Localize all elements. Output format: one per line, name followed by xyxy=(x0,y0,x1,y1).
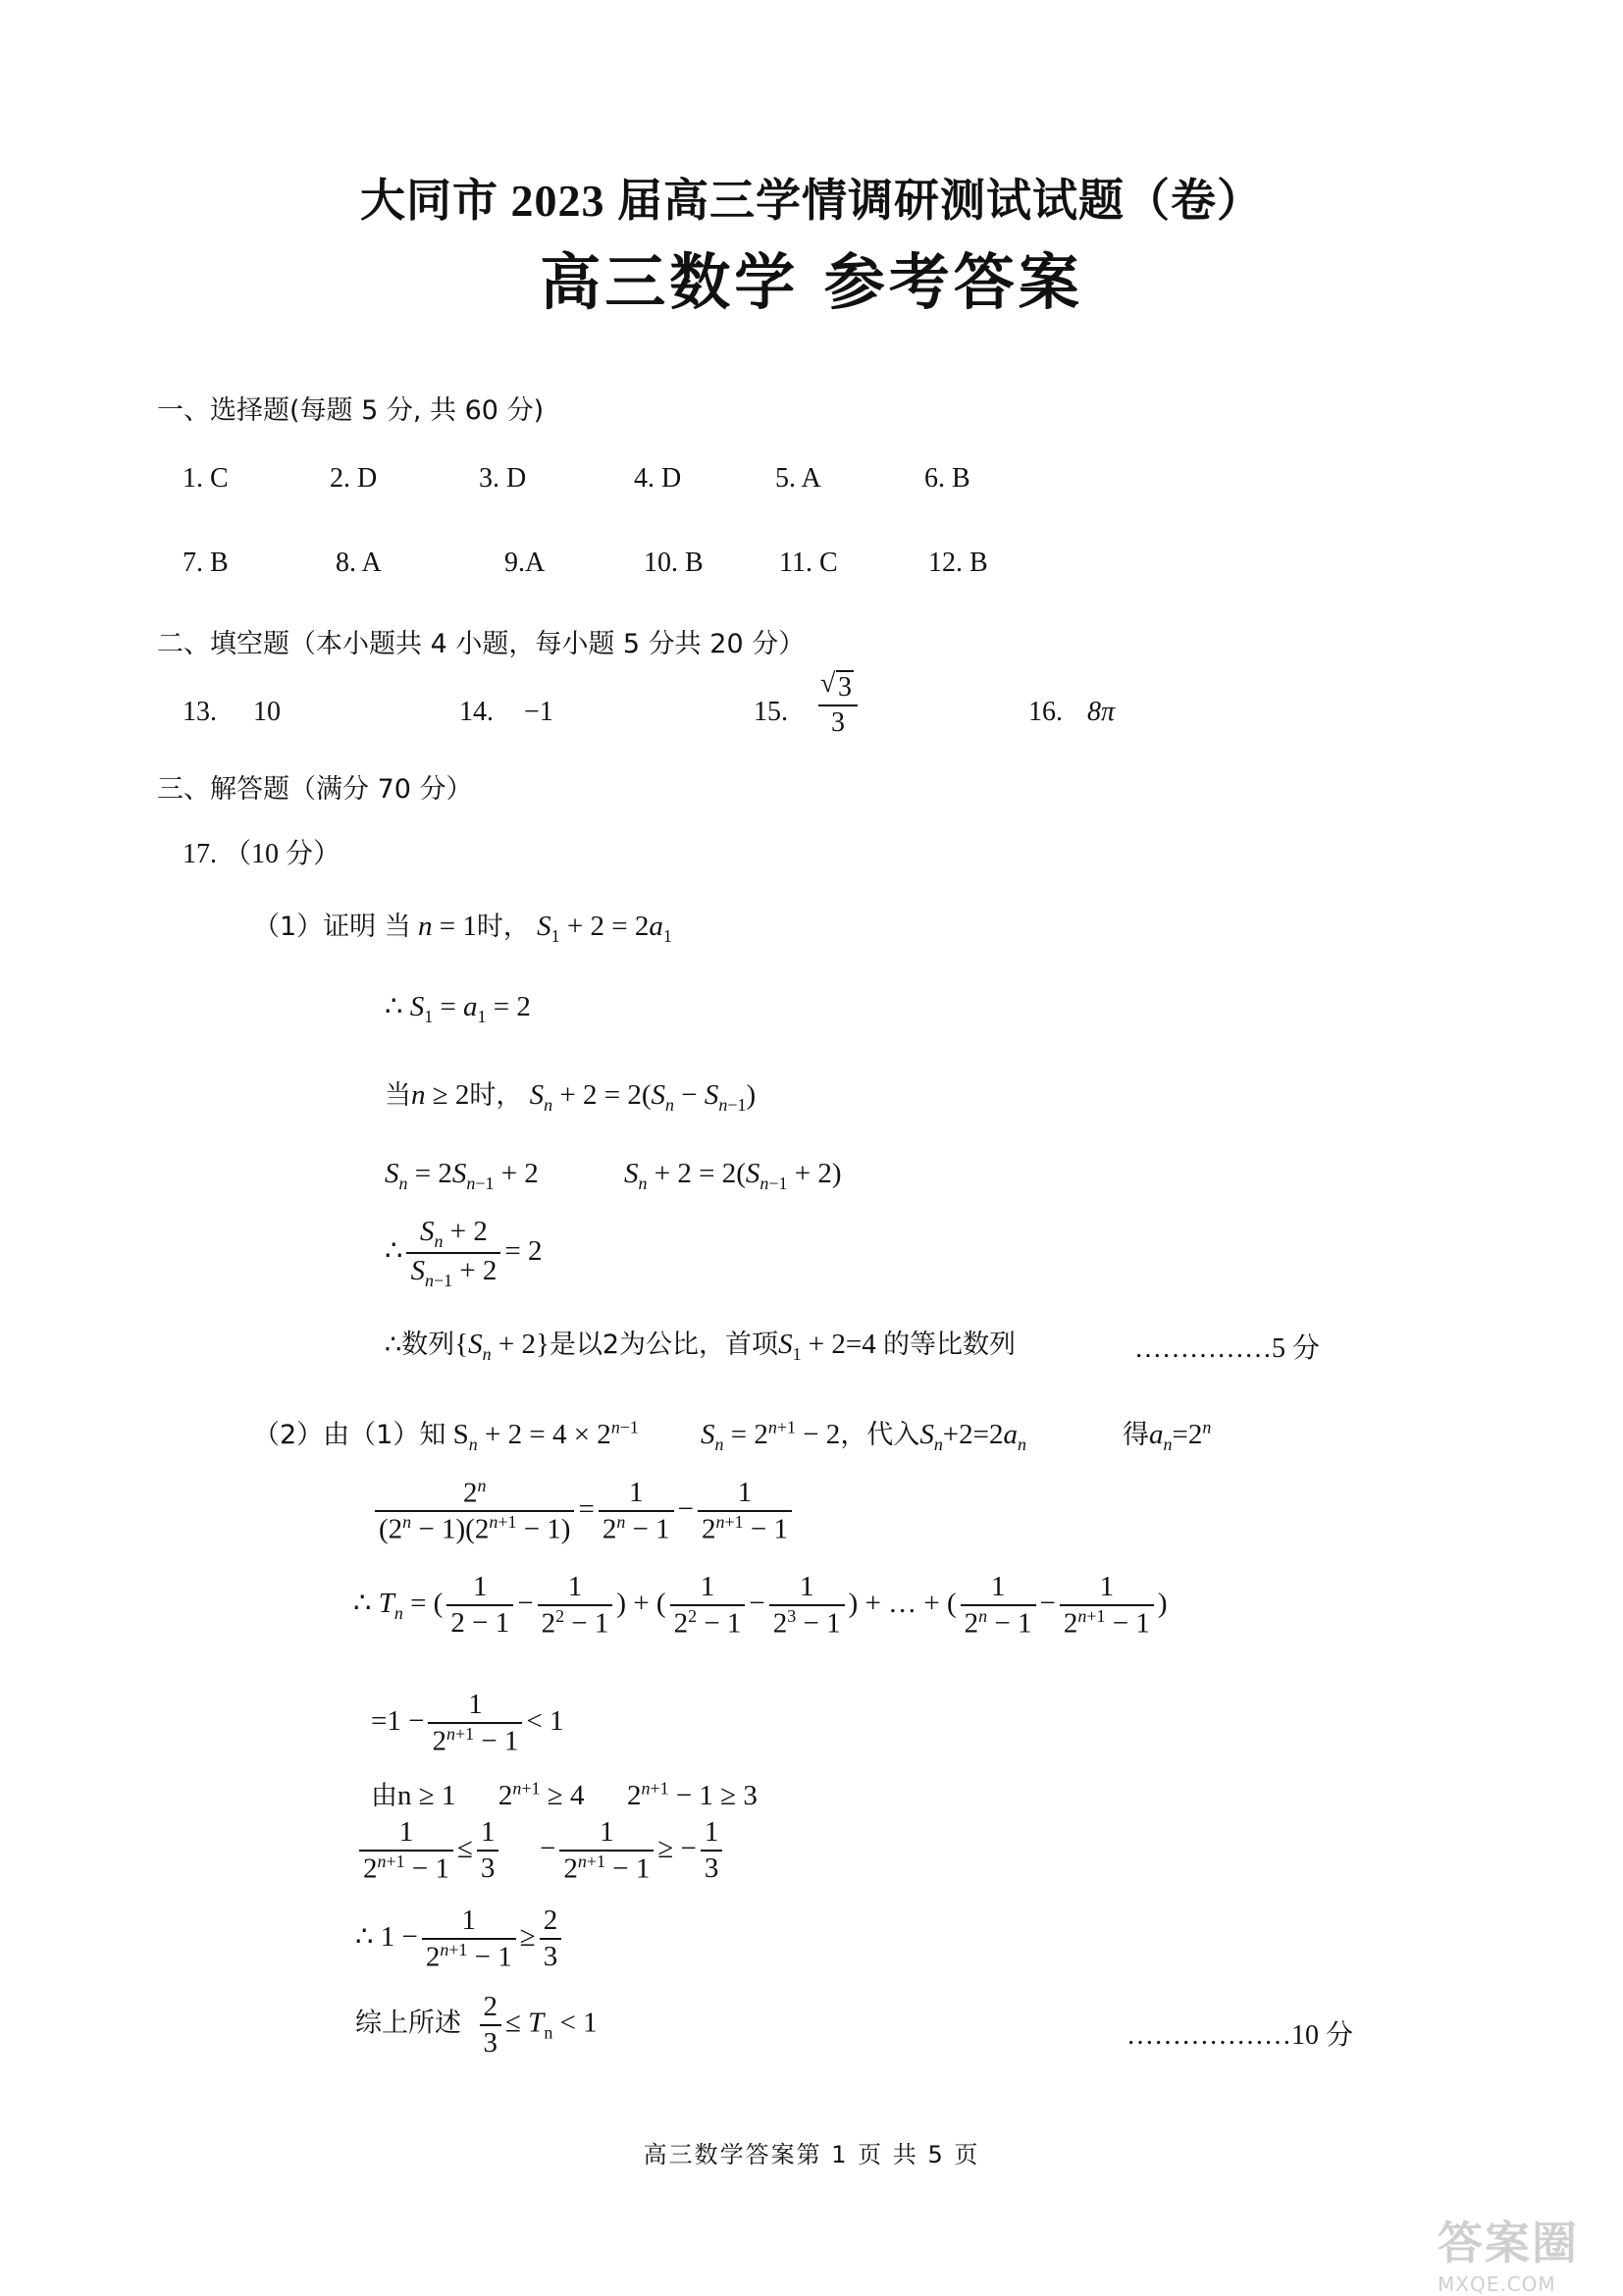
answer-item: 1. C xyxy=(183,463,229,494)
proof-line: ∴ 1 − $\frac{1}{2^{n+1} - 1}$ ≥ $\frac{2}{3}$ xyxy=(355,1904,565,1974)
answer-item: 2. D xyxy=(330,463,378,494)
proof-line: （2）由（1）知 $S_n + 2 = 4 \times 2^{n-1}$ xyxy=(253,1417,639,1454)
proof-line: ∴ $\frac{S_n + 2}{S_{n-1} + 2}$ = 2 xyxy=(385,1216,543,1291)
fill-number: 16. xyxy=(1028,697,1063,727)
proof-line: $\frac{1}{2^{n+1} - 1}$ ≤ $\frac{1}{3}$ xyxy=(355,1815,502,1886)
answer-item: 3. D xyxy=(479,463,527,494)
document-subtitle: 高三数学 参考答案 xyxy=(540,246,1083,318)
section-heading-solve: 三、解答题（满分 70 分） xyxy=(157,774,473,805)
answer-item: 8. A xyxy=(336,548,382,578)
score-note: ………………10 分 xyxy=(1126,2020,1354,2051)
answer-item: 11. C xyxy=(779,548,838,578)
question-label: 17. （10 分） xyxy=(183,839,341,869)
answer-item: 10. B xyxy=(644,548,704,578)
answer-item: 4. D xyxy=(634,463,682,494)
proof-line: $S_n = 2^{n+1} - 2$，代入$S_n+2=2a_n$ xyxy=(701,1417,1026,1454)
proof-line: $S_n + 2 = 2(S_{n-1} + 2)$ xyxy=(624,1158,842,1193)
proof-line: $S_n = 2S_{n-1} + 2$ xyxy=(385,1158,539,1193)
fill-answer-fraction: √ $\frac{3}{3}$ xyxy=(814,671,862,739)
proof-line: 由n ≥ 1 $2^{n+1} \ge 4$ $2^{n+1} - 1 \ge 3$ xyxy=(371,1778,758,1811)
section-heading-choice: 一、选择题(每题 5 分, 共 60 分) xyxy=(157,395,545,426)
proof-line: （1）证明 当 n = 1时， $S_1 + 2 = 2a_1$ xyxy=(253,911,672,946)
proof-line: 得$a_n=2^n$ xyxy=(1123,1417,1212,1454)
fill-number: 13. xyxy=(183,697,217,727)
proof-line: ∴数列$\{S_n + 2\}$是以2为公比，首项$S_1 + 2=4$ 的等比数列 xyxy=(385,1329,1017,1364)
section-heading-fill: 二、填空题（本小题共 4 小题，每小题 5 分共 20 分） xyxy=(157,629,806,659)
fill-answer: −1 xyxy=(524,697,553,727)
fill-number: 15. xyxy=(754,697,788,727)
proof-line: ∴ $S_1 = a_1 = 2$ xyxy=(385,991,531,1026)
answer-item: 9.A xyxy=(504,548,546,578)
fill-answer: 10 xyxy=(253,697,281,727)
proof-line: $\frac{2^n}{(2^n - 1)(2^{n+1} - 1)}$ = $\frac{1}{2^n - 1}$ − $\frac{1}{2^{n+1} - 1}$ xyxy=(371,1476,796,1547)
document-title: 大同市 2023 届高三学情调研测试试题（卷） xyxy=(360,176,1263,226)
page-footer: 高三数学答案第 1 页 共 5 页 xyxy=(643,2141,980,2168)
answer-item: 5. A xyxy=(775,463,821,494)
proof-line: =1 − $\frac{1}{2^{n+1} - 1}$ < 1 xyxy=(371,1689,564,1757)
answer-item: 12. B xyxy=(928,548,988,578)
watermark-logo: 答案圈 MXQE.COM xyxy=(1438,2217,1579,2296)
answer-item: 6. B xyxy=(924,463,970,494)
proof-line: 综上所述 $\frac{2}{3}$ ≤ $T_n < 1$ xyxy=(355,1991,598,2059)
proof-line: 当n ≥ 2时， $S_n + 2 = 2(S_n - S_{n-1})$ xyxy=(385,1079,757,1115)
answer-item: 7. B xyxy=(183,548,229,578)
score-note: ……………5 分 xyxy=(1134,1333,1321,1364)
proof-line: ∴ $T_n$ = ( $\frac{1}{2 - 1}$ − $\frac{1}{2^2 - 1}$ ) + ( $\frac{1}{2^2 - 1}$ − $\frac{1}{2^3 - 1}$ ) + … + ( $\frac{1}{2^n - 1}$ − $\frac{1}{2^{n+1} - 1}$ ) xyxy=(353,1571,1168,1640)
fill-answer: 8π xyxy=(1087,697,1116,727)
proof-line: − $\frac{1}{2^{n+1} - 1}$ ≥ − $\frac{1}{3}$ xyxy=(540,1815,726,1886)
fill-number: 14. xyxy=(459,697,494,727)
